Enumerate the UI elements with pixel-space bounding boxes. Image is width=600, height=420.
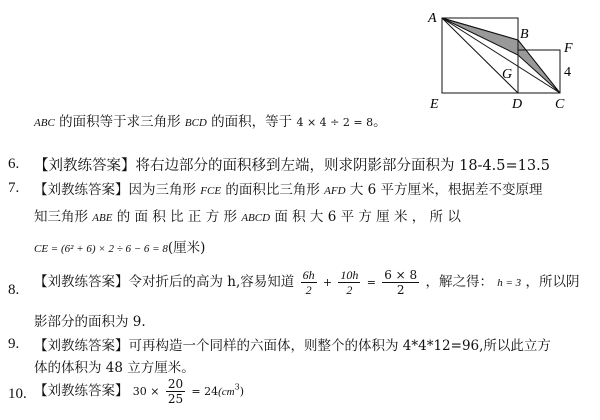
- fraction-3-den: 2: [396, 283, 405, 297]
- var-bcd: BCD: [184, 117, 207, 129]
- item-8-number: 8.: [8, 282, 20, 298]
- item-8-solution: h = 3: [497, 277, 522, 289]
- item-10-pre: 30 ×: [132, 385, 160, 398]
- item-7-tag: 【刘教练答案】: [34, 182, 129, 198]
- item-9-line-2: [34, 356, 195, 376]
- item-8-l2: 影部分的面积为 9.: [34, 314, 146, 330]
- item-7-unit: (厘米): [167, 240, 206, 256]
- item-6-line: [34, 154, 550, 175]
- item-7-formula: CE = (6² + 6) × 2 ÷ 6 − 6 = 8: [34, 243, 168, 255]
- item-8-tag: 【刘教练答案】: [34, 274, 129, 290]
- item-10-post: = 24: [191, 385, 219, 398]
- item-8-p3: ，所以阴: [525, 274, 580, 290]
- item-10-number: 10.: [8, 386, 27, 402]
- item-6-number: 6.: [8, 156, 20, 172]
- segment-AC: [442, 18, 560, 93]
- item-6-tag: 【刘教练答案】: [34, 158, 136, 174]
- label-A: A: [428, 11, 437, 26]
- fraction-2-num: 10h: [340, 268, 359, 282]
- item-10-unit-close: ): [239, 385, 244, 398]
- label-side-4: 4: [564, 65, 571, 80]
- geometry-figure: [420, 8, 600, 113]
- label-E: E: [430, 97, 439, 112]
- fraction-1: [301, 268, 317, 297]
- item-7-l2c: 面 积 大 6 平 方 厘 米 ， 所 以: [274, 209, 461, 225]
- item-8-p2: ，解之得：: [425, 274, 493, 290]
- item-9-number: 9.: [8, 336, 20, 352]
- equals-sign: =: [366, 276, 376, 289]
- item-10-tag: 【刘教练答案】: [34, 383, 129, 399]
- item-7-l2a: 知三角形: [34, 209, 88, 225]
- item-8-line-1: [34, 268, 579, 297]
- top-end: 。: [373, 114, 387, 130]
- var-abcd: ABCD: [241, 212, 271, 224]
- item-9-l2: 体的体积为 48 立方厘米。: [34, 360, 195, 376]
- item-7-l2b: 的 面 积 比 正 方 形: [116, 209, 238, 225]
- var-abe: ABE: [92, 212, 113, 224]
- label-D: D: [512, 97, 523, 112]
- item-6-text: 将右边部分的面积移到左端，则求阴影部分面积为 18-4.5=13.5: [135, 158, 550, 174]
- plus-sign: +: [322, 276, 333, 289]
- item-8-p1: 令对折后的高为 h,容易知道: [128, 274, 295, 290]
- top-text-2: 的面积，等于: [211, 114, 293, 130]
- var-fce: FCE: [200, 185, 222, 197]
- fraction-1-num: 6h: [302, 268, 315, 282]
- label-C: C: [555, 97, 565, 112]
- top-text-1: 的面积等于求三角形: [59, 114, 181, 130]
- top-line: [34, 110, 387, 130]
- item-9-tag: 【刘教练答案】: [34, 338, 129, 354]
- label-F: F: [564, 41, 573, 56]
- var-afd: AFD: [324, 185, 346, 197]
- item-7-p1: 因为三角形: [128, 182, 196, 198]
- fraction-10-num: 20: [167, 377, 184, 391]
- item-10-line: [34, 377, 244, 406]
- segment-BC: [518, 40, 560, 93]
- item-7-p2: 的面积比三角形: [225, 182, 320, 198]
- item-7-line-3: [34, 236, 205, 256]
- label-G: G: [502, 67, 513, 82]
- var-abc: ABC: [34, 117, 55, 129]
- item-7-p3: 大 6 平方厘米，根据差不变原理: [349, 182, 543, 198]
- item-7-line-1: [34, 178, 543, 198]
- fraction-3-num: 6 × 8: [384, 268, 418, 282]
- fraction-2: [338, 268, 360, 297]
- item-7-line-2: [34, 205, 461, 225]
- item-7-number: 7.: [8, 180, 20, 196]
- item-10-unit-open: (cm: [218, 386, 235, 398]
- top-expr: 4 × 4 ÷ 2 = 8: [296, 116, 374, 129]
- fraction-2-den: 2: [346, 283, 353, 297]
- fraction-10-den: 25: [167, 392, 184, 406]
- fraction-10: [166, 377, 185, 406]
- item-9-l1: 可再构造一个同样的六面体，则整个的体积为 4*4*12=96,所以此立方: [128, 338, 551, 354]
- fraction-1-den: 2: [305, 283, 312, 297]
- fraction-3: [382, 268, 419, 297]
- item-9-line-1: [34, 334, 551, 354]
- item-8-line-2: [34, 310, 146, 330]
- label-B: B: [520, 27, 529, 42]
- item-10-unit-exp: 3: [234, 382, 240, 392]
